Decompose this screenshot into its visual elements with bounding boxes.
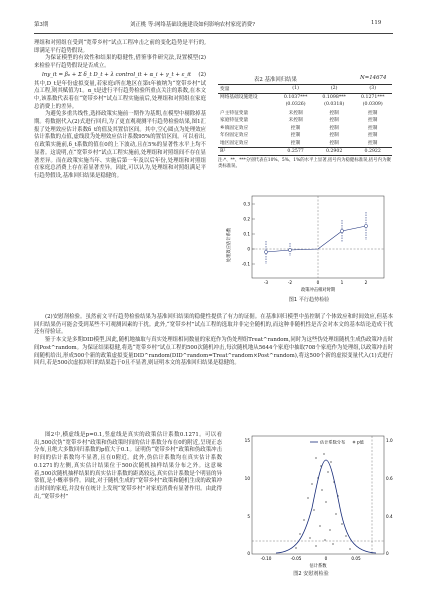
fig2-scatter-point: [299, 533, 301, 535]
regression-table: [218, 84, 392, 156]
fig1-ytick-label: 0.1: [243, 231, 250, 237]
fig2-scatter-point: [295, 547, 297, 549]
table-header-cell: (2): [315, 85, 354, 94]
fig1-point: [340, 229, 343, 232]
fig2-scatter-point: [323, 453, 325, 455]
table-row: [218, 101, 392, 109]
fig1-ytick-label: 0.2: [243, 216, 250, 222]
fig1-yticks: [242, 202, 255, 267]
fig2-scatter-point: [332, 543, 334, 545]
fig2-scatter-point: [341, 523, 343, 525]
fig2-ytick-label: 10: [244, 476, 250, 481]
table-cell: 0.2902: [315, 147, 354, 156]
fig2-ytick-label: 5: [247, 514, 250, 519]
paragraph: 其中,D_t是年份虚拟变量,若家庭i所在地区在第t年被纳为“宽带乡村”试点工程,则其赋值为1。α_t是进行平行趋势检验所重点关注的系数,在本文中,该系数代表着在“宽带乡村”试点工程实施前后,处理组和对照组在家庭总消费上的差异。: [34, 80, 206, 110]
fig2-scatter-point: [330, 461, 332, 463]
issue-label: 第3期: [34, 22, 49, 28]
fig2-legend-kde: 估计系数分布: [320, 439, 346, 445]
fig2-scatter-point: [315, 545, 317, 547]
paragraph: 为保证模型的有效性和结果的稳健性,借鉴事件研究法,设置模型(2)来检验平行趋势假设是否成立。: [34, 55, 206, 70]
table-cell: 年份固定效应: [220, 133, 249, 139]
table-cell: R²: [218, 147, 276, 156]
fig2-scatter-point: [329, 529, 331, 531]
fig2-scatter-point: [324, 539, 326, 541]
left-column: [34, 40, 206, 181]
fig1-xtick-label: 2: [364, 280, 368, 285]
fig2-legend: [310, 439, 365, 446]
fig2-ytick-label: 1.0: [386, 438, 393, 443]
fig2-placebo-chart: [226, 428, 396, 578]
table-note: 注:*、**、***分别代表在10%、5%、1%的水平上显著,括号内为稳健标准误,括号内为聚类标准误。: [218, 158, 391, 169]
fig2-xticks: [261, 556, 361, 561]
paragraph: (2)安慰剂检验。虽然前文平行趋势检验结果为基准回归结果的稳健性提供了有力的证据。在基准回归模型中虽控制了个体效应和时间效应,但基本回归结果仍可能会受到某些不可观测因素的干扰。此外,“宽带乡村”试点工程的选取并非完全随机的,而这种非随机性是否会对本文的基本结论造成干扰还有待验证。: [34, 314, 393, 336]
fig2-scatter-point: [345, 535, 347, 537]
fig1-ytick-label: -0.1: [241, 261, 250, 267]
table-cell: 未控制: [288, 110, 303, 116]
fig2-yticks-right: [386, 438, 393, 556]
fig2-ytick-label: 0.4: [386, 514, 393, 519]
table-cell: 0.1037***: [276, 93, 315, 101]
table-cell: 控制: [329, 118, 339, 124]
fig2-scatter-point: [325, 501, 327, 503]
fig2-scatter-point: [307, 497, 309, 499]
fig2-scatter-point: [335, 513, 337, 515]
table-caption: 表2 基准回归结果: [254, 77, 297, 83]
table-cell: 控制: [368, 133, 378, 139]
fig1-xtick-label: 0: [316, 280, 320, 285]
fig2-scatter-point: [319, 525, 321, 527]
fig2-ytick-label: 15: [244, 438, 250, 443]
paragraph: 鉴于本文是多期DID模型,因此,随机地抽取与真实处理组相同数量的家庭作为伪处理组Treat^random,同时为这些伪处理组随机生成伪政策冲击时间Post^random。为保证结果稳健,将选“宽带乡村”试点工程的500次随机冲击,每次随机地从5644个家庭中抽取708个家庭作为处理组,以政策冲击时间随机给出,形成500个新的政策虚拟变量DID^random(DID^random=Treat^random×Post^random),将这500个新的虚拟变量代入(1)式进行回归,若是500次虚拟回归的结果趋于0且不显著,则证明本文的基准回归结果是稳健的。: [34, 337, 393, 367]
table-cell: (0.0318): [324, 102, 345, 108]
table-cell: 0.2577: [276, 147, 315, 156]
fig1-xtick-label: 1: [340, 280, 344, 285]
fig2-legend-p-swatch: [353, 441, 356, 444]
table-header-cell: (3): [353, 85, 392, 94]
fig2-xlabel: 估计系数: [309, 564, 327, 569]
table-cell: 控制: [329, 140, 339, 146]
table-row: [218, 147, 392, 156]
fig2-kde-curve: [276, 460, 376, 553]
fig2-xtick-label: -0.05: [290, 556, 302, 561]
table-row: [218, 124, 392, 132]
fig2-ytick-label: 0: [247, 551, 250, 556]
page-number: 119: [371, 20, 382, 26]
table-row: [218, 139, 392, 147]
table-cell: 控制: [290, 133, 301, 139]
fig1-ci-lines: [266, 212, 366, 264]
table-row: [218, 93, 392, 101]
paragraph: 为避免多重共线性,选择政策实施前一期作为基期,在模型中剔除掉基期。将数据代入(2)式进行回归,为了更直观观测平行趋势检验结果,图1汇报了处理效应估计系数δ_t的值及其置信区间。其中,空心圆点为处理效应估计系数的点值,虚线段为处理效应估计系数95%的置信区间。可以看出,在政策实施前,δ_t系数的值在0的上下波动,且在5%的显著性水平上均不显著。这说明,在“宽带乡村”试点工程实施前,处理组和对照组间不存在显著差异。而在政策实施当年、实施后第一年及以后年份,处理组和对照组在家庭总消费上存在着显著差异。因此,可以认为,处理组和对照组满足平行趋势假设,基准回归结果是稳健的。: [34, 111, 206, 179]
table-cell: 控制: [329, 125, 339, 131]
table-cell: 控制: [368, 125, 378, 131]
fig2-scatter-point: [321, 489, 323, 491]
fig2-scatter-point: [311, 483, 313, 485]
table-cell: 地区固定效应: [220, 140, 249, 146]
fig1-xtick-label: -2: [287, 280, 293, 285]
table-header-cell: (1): [276, 85, 315, 94]
table-row: [218, 109, 392, 117]
fig2-scatter-point: [315, 457, 317, 459]
fig1-estimate-line: [266, 226, 366, 252]
running-title: 刘正桃 等:网络基础设施建设如何影响农村家庭消费?: [130, 22, 256, 28]
fig2-legend-p: p值: [357, 439, 364, 445]
fig1-ytick-label: 0.3: [243, 201, 250, 207]
fig1-point: [364, 224, 367, 227]
table-cell: 乡镇固定效应: [220, 125, 249, 131]
fig1-point: [288, 248, 291, 251]
table-cell: (0.0309): [362, 102, 383, 108]
table-cell: 控制: [329, 110, 339, 116]
fig1-parallel-trend-chart: [224, 190, 394, 305]
fig2-scatter-point: [313, 509, 315, 511]
fig2-ytick-label: 0: [386, 551, 389, 556]
table-cell: 控制: [329, 133, 339, 139]
table-cell: 户主特征变量: [220, 110, 249, 116]
table-cell: 控制: [290, 125, 301, 131]
fig2-xtick-label: -0.10: [260, 556, 272, 561]
fig1-xtick-label: -3: [263, 280, 269, 285]
fig1-point: [264, 250, 267, 253]
table-cell: 网络基础设施建设: [218, 93, 276, 101]
fig2-scatter-point: [349, 548, 351, 550]
table-cell: 控制: [290, 140, 301, 146]
fig1-ytick-label: 0: [247, 246, 250, 252]
table-cell: 控制: [368, 118, 378, 124]
fig1-caption: 图1 平行趋势检验: [288, 297, 330, 303]
table-cell: 家庭特征变量: [220, 118, 249, 124]
equation-2: lny_it = β₀ + Σ δ_t D_t + λ control_it + α_i + γ_t + ε_it (2): [42, 71, 206, 78]
full-width-text: [34, 314, 393, 368]
fig2-scatter-point: [309, 537, 311, 539]
table-cell: [218, 101, 276, 109]
fig2-xtick-label: 0: [324, 556, 328, 561]
bottom-left-column: [34, 432, 222, 501]
table-cell: 未控制: [288, 118, 303, 124]
fig1-ylabel: 处理效应估计系数: [227, 227, 232, 263]
table-cell: (0.0326): [285, 102, 306, 108]
table-n: N=14674: [360, 75, 387, 81]
fig2-scatter-point: [327, 471, 329, 473]
table-header-cell: 变量: [218, 85, 276, 94]
table-cell: 控制: [368, 110, 378, 116]
fig2-ytick-label: 0.6: [386, 476, 393, 481]
fig1-xticks: [264, 280, 368, 285]
fig2-xtick-label: 0.05: [351, 556, 361, 561]
table-row: [218, 116, 392, 124]
fig2-pvalue-scatter: [295, 453, 351, 550]
fig1-xlabel: 政策冲击相对时期: [300, 288, 336, 293]
table-header-row: [218, 85, 392, 94]
table-row: [218, 132, 392, 140]
table-cell: 0.1098***: [315, 93, 354, 101]
paragraph: 理组和对照组在受到“宽带乡村”试点工程冲击之前的变化趋势是平行的,即满足平行趋势假设。: [34, 40, 206, 54]
fig2-caption: 图2 安慰剂检验: [293, 571, 329, 577]
table-cell: 0.1271***: [353, 93, 392, 101]
fig2-frame: [252, 436, 384, 554]
table-cell: 0.2922: [353, 147, 392, 156]
paragraph: 图2中,横虚线是p=0.1,竖虚线是真实的政策估计系数0.1271。可以看出,500次伪“宽带乡村”政策和伪政策时间的估计系数分布在0的附近,呈现正态分布,且绝大多数回归系数的p值大于0.1。证明伪“宽带乡村”政策和伪政策冲击时间的估计系数均不显著,且在0附近。此外,伪估计系数均在真实估计系数0.1271的左侧,真实估计结果位于500次随机抽样结果分布之外。这意味着,500次随机抽样结果的真实估计系数的距离较远,真实估计系数是个明显的异常值,是小概率事件。因此,对于随机生成的“宽带乡村”政策和随机生成的政策冲击时间的家庭,并没有在统计上发现“宽带乡村”对家庭消费有显著作用。由此得出,“宽带乡村”: [34, 432, 222, 500]
header-rule: [34, 33, 393, 34]
table-cell: 控制: [368, 140, 378, 146]
fig2-scatter-point: [303, 519, 305, 521]
fig2-yticks-left: [245, 438, 251, 556]
